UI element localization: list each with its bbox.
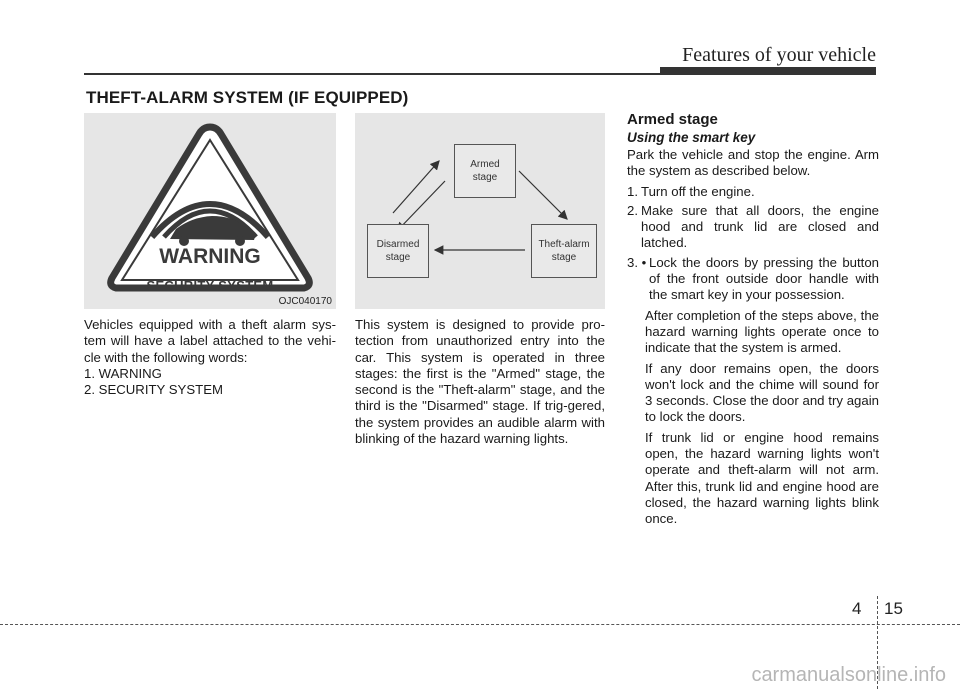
armed-stage-heading: Armed stage [627, 111, 718, 128]
stage-theft-alarm-box [531, 224, 597, 278]
alarm-stages-diagram [355, 113, 605, 309]
column-1-text [84, 317, 336, 398]
warning-label-figure [84, 113, 336, 309]
step-text: Make sure that all doors, the engine hood and trunk lid are closed and latched. [641, 202, 879, 251]
arrow-armed-to-theft [519, 171, 567, 219]
step-item [627, 203, 879, 252]
stage-theft-line1: Theft-alarm [538, 239, 590, 250]
system-description: This system is designed to provide pro-tection from unauthorized entry into the car. This system is operated in three stages: the first is the "Armed" stage, the second is the "Theft-alarm" stage, and the third is the "Disarmed" stage. If trig-gered, the system provides an audible alarm with blinking of the hazard warning lights. [355, 317, 605, 447]
warning-triangle-icon [84, 113, 336, 309]
stage-armed-line2: stage [472, 172, 498, 183]
step-item [627, 184, 879, 200]
stage-armed-line1: Armed [470, 159, 500, 170]
armed-note-2: If any door remains open, the doors won't lock and the chime will sound for 3 seconds. Close the door and try again to lock the doors. [645, 360, 879, 425]
label-security-system: SECURITY SYSTEM [146, 278, 274, 293]
header-rule-thick [660, 67, 876, 75]
label-words-list [84, 366, 336, 399]
stage-armed-box [454, 144, 516, 198]
stage-theft-line2: stage [551, 252, 577, 263]
column-3-armed-stage [627, 111, 879, 532]
stage-disarmed-box [367, 224, 429, 278]
step-number: 3. • [627, 254, 647, 270]
armed-note-1: After completion of the steps above, the hazard warning lights operate once to indicate that the system is armed. [645, 307, 879, 356]
step-text: Turn off the engine. [641, 183, 755, 199]
section-title: THEFT-ALARM SYSTEM (IF EQUIPPED) [86, 88, 409, 107]
step-item [627, 255, 879, 304]
stage-disarmed-line1: Disarmed [376, 239, 420, 250]
smart-key-subheading: Using the smart key [627, 130, 756, 145]
arrow-disarmed-to-armed [393, 161, 439, 213]
armed-note-3: If trunk lid or engine hood remains open, the hazard warning lights won't operate and theft-alarm will not arm. After this, trunk lid and engine hood are closed, the hazard warning lights blink once. [645, 429, 879, 527]
footer-rule [0, 624, 960, 625]
stage-arrows [355, 113, 605, 309]
step-number: 2. [627, 202, 638, 218]
stage-disarmed-line2: stage [385, 252, 411, 263]
watermark: carmanualsonline.info [751, 664, 946, 686]
running-header: Features of your vehicle [682, 44, 876, 66]
list-item: 2. SECURITY SYSTEM [84, 382, 223, 398]
label-warning: WARNING [159, 245, 261, 268]
figure-code: OJC040170 [278, 296, 332, 307]
header-rule [84, 73, 684, 75]
chapter-number: 4 [852, 599, 862, 618]
step-text: Lock the doors by pressing the button of the front outside door handle with the smart key in your possession. [649, 254, 879, 303]
column-2-text [355, 317, 605, 447]
intro-paragraph: Vehicles equipped with a theft alarm sys-tem will have a label attached to the vehi-cle with the following words: [84, 317, 336, 365]
step-number: 1. [627, 183, 638, 199]
armed-intro: Park the vehicle and stop the engine. Arm the system as described below. [627, 147, 879, 179]
page-number: 15 [884, 599, 903, 618]
list-item: 1. WARNING [84, 365, 162, 381]
